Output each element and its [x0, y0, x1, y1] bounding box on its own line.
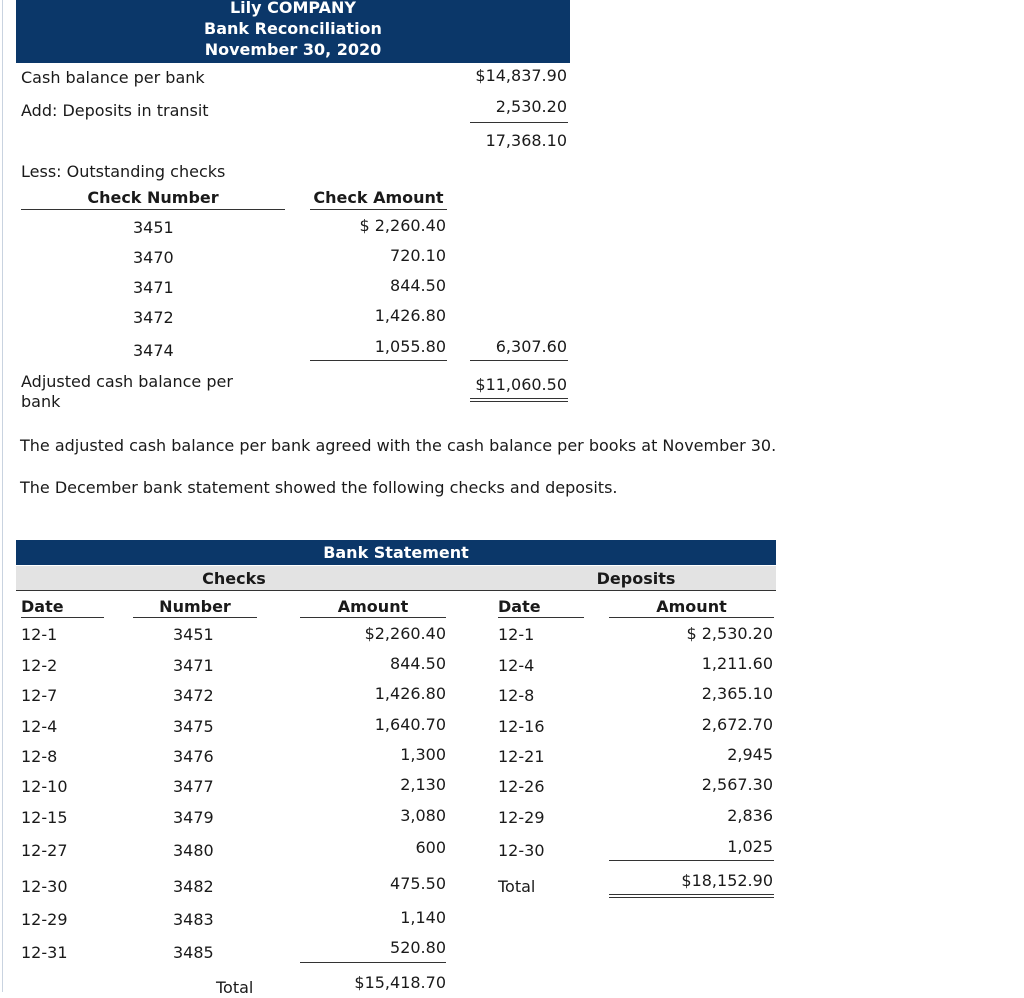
- check-amount-header: Check Amount: [313, 188, 444, 207]
- bank-statement-title: Bank Statement: [16, 540, 776, 565]
- check-date: 12-31: [21, 943, 68, 962]
- outstanding-check-number: 3474: [133, 341, 174, 360]
- check-number-rule: [21, 209, 285, 210]
- checks-total-value: $15,418.70: [354, 973, 446, 992]
- deposit-date: 12-30: [498, 841, 545, 860]
- check-date: 12-10: [21, 777, 68, 796]
- col-rule-amount: [300, 617, 446, 618]
- deposit-date: 12-26: [498, 777, 545, 796]
- statement-title: Bank Reconciliation: [204, 19, 382, 38]
- check-number: 3475: [173, 717, 214, 736]
- check-amount: 475.50: [390, 874, 446, 893]
- adjusted-double-rule-bottom: [470, 401, 568, 402]
- check-amount-rule: [310, 209, 447, 210]
- outstanding-check-amount: 720.10: [390, 246, 446, 265]
- deposit-date: 12-1: [498, 625, 535, 644]
- check-number: 3472: [173, 686, 214, 705]
- check-number: 3476: [173, 747, 214, 766]
- col-header-deposit-amount: Amount: [656, 597, 727, 616]
- check-amount: 1,140: [400, 908, 446, 927]
- less-outstanding-label: Less: Outstanding checks: [21, 162, 226, 181]
- cash-balance-value: $14,837.90: [475, 66, 567, 85]
- check-amount: 844.50: [390, 654, 446, 673]
- adjusted-double-rule-top: [470, 398, 568, 399]
- deposit-amount: $ 2,530.20: [686, 624, 773, 643]
- col-rule-date: [21, 617, 104, 618]
- check-number-header: Check Number: [87, 188, 219, 207]
- note-agreement: The adjusted cash balance per bank agreed with the cash balance per books at November 30.: [20, 436, 777, 455]
- deposits-in-transit-label: Add: Deposits in transit: [21, 101, 209, 120]
- checks-total-label: Total: [216, 978, 254, 997]
- col-header-number: Number: [159, 597, 231, 616]
- outstanding-total-value: 6,307.60: [495, 337, 567, 356]
- deposit-amount: 1,211.60: [701, 654, 773, 673]
- adjusted-balance-label: Adjusted cash balance per bank: [21, 372, 233, 411]
- deposit-date: 12-21: [498, 747, 545, 766]
- outstanding-check-amount: 1,055.80: [374, 337, 446, 356]
- check-number: 3477: [173, 777, 214, 796]
- col-header-deposit-date: Date: [498, 597, 541, 616]
- check-number: 3480: [173, 841, 214, 860]
- deposit-amount: 2,365.10: [701, 684, 773, 703]
- check-number: 3485: [173, 943, 214, 962]
- company-name: Lily COMPANY: [229, 0, 357, 17]
- col-rule-deposit-amount: [609, 617, 774, 618]
- outstanding-check-number: 3470: [133, 248, 174, 267]
- outstanding-check-amount: $ 2,260.40: [359, 216, 446, 235]
- deposit-date: 12-16: [498, 717, 545, 736]
- col-rule-deposit-date: [498, 617, 584, 618]
- deposits-total-rule: [609, 860, 774, 861]
- check-amount: 1,300: [400, 745, 446, 764]
- deposits-total-value: $18,152.90: [681, 871, 773, 890]
- checks-header: Checks: [202, 569, 266, 588]
- outstanding-check-number: 3471: [133, 278, 174, 297]
- check-date: 12-30: [21, 877, 68, 896]
- adjusted-balance-value: $11,060.50: [475, 375, 567, 394]
- deposit-amount: 2,836: [727, 806, 773, 825]
- outstanding-checks-rule: [310, 360, 447, 361]
- col-header-amount: Amount: [337, 597, 409, 616]
- check-date: 12-2: [21, 656, 58, 675]
- deposit-amount: 2,567.30: [701, 775, 773, 794]
- deposit-amount: 2,945: [727, 745, 773, 764]
- checks-total-rule: [300, 962, 446, 963]
- outstanding-check-amount: 844.50: [390, 276, 446, 295]
- statement-date: November 30, 2020: [204, 40, 382, 59]
- deposit-date: 12-29: [498, 808, 545, 827]
- check-date: 12-4: [21, 717, 58, 736]
- col-header-date: Date: [21, 597, 64, 616]
- check-amount: 1,640.70: [374, 715, 446, 734]
- subtotal-rule: [470, 122, 568, 123]
- outstanding-total-rule: [470, 360, 568, 361]
- check-amount: 2,130: [400, 775, 446, 794]
- check-date: 12-7: [21, 686, 58, 705]
- check-amount: $2,260.40: [364, 624, 446, 643]
- deposits-header: Deposits: [596, 569, 676, 588]
- check-date: 12-1: [21, 625, 58, 644]
- outstanding-check-number: 3451: [133, 218, 174, 237]
- col-rule-number: [133, 617, 257, 618]
- check-date: 12-29: [21, 910, 68, 929]
- page-left-border: [2, 0, 3, 992]
- check-number: 3451: [173, 625, 214, 644]
- outstanding-check-amount: 1,426.80: [374, 306, 446, 325]
- check-number: 3482: [173, 877, 214, 896]
- check-number: 3479: [173, 808, 214, 827]
- deposit-date: 12-8: [498, 686, 535, 705]
- check-number: 3483: [173, 910, 214, 929]
- cash-balance-label: Cash balance per bank: [21, 68, 205, 87]
- deposits-double-rule-top: [609, 894, 774, 895]
- check-number: 3471: [173, 656, 214, 675]
- check-date: 12-27: [21, 841, 68, 860]
- subtotal-value: 17,368.10: [485, 131, 567, 150]
- outstanding-check-number: 3472: [133, 308, 174, 327]
- deposit-amount: 1,025: [727, 837, 773, 856]
- deposit-date: 12-4: [498, 656, 535, 675]
- check-amount: 1,426.80: [374, 684, 446, 703]
- deposits-double-rule-bottom: [609, 897, 774, 898]
- note-december: The December bank statement showed the following checks and deposits.: [20, 478, 618, 497]
- deposit-amount: 2,672.70: [701, 715, 773, 734]
- check-amount: 600: [415, 838, 446, 857]
- deposits-in-transit-value: 2,530.20: [495, 97, 567, 116]
- check-amount: 3,080: [400, 806, 446, 825]
- deposits-total-label: Total: [498, 877, 536, 896]
- check-date: 12-15: [21, 808, 68, 827]
- check-amount: 520.80: [390, 938, 446, 957]
- check-date: 12-8: [21, 747, 58, 766]
